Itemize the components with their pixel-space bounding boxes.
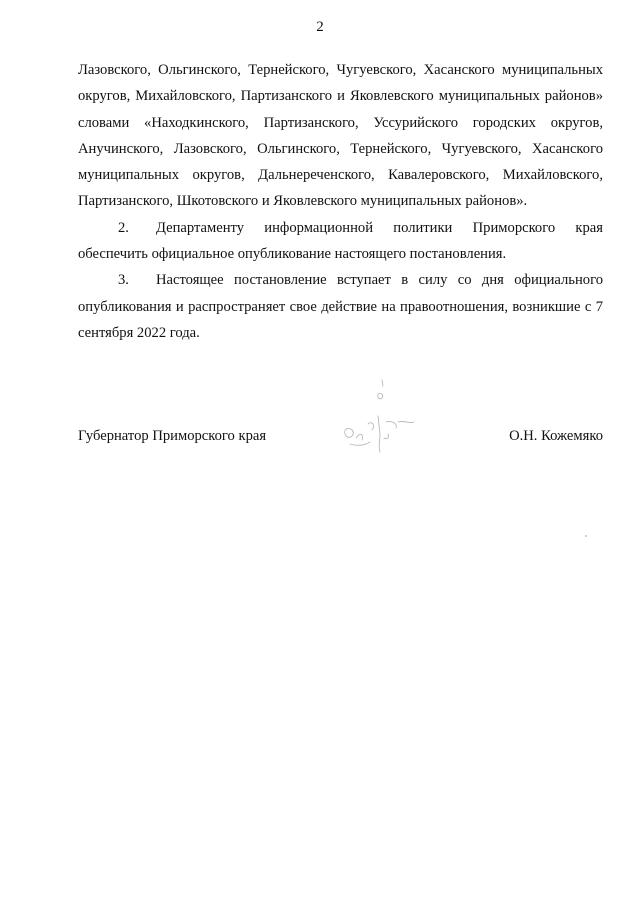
item-2-paragraph [78,215,603,268]
item-3-number: 3. [118,272,129,289]
signature-block [78,424,603,448]
item-2-number: 2. [118,219,129,236]
item-3-text: Настоящее постановление вступает в силу со дня официального опубликования и распространяет свое действие на правоотношения, возникшие с 7 сентября 2022 года. [78,272,603,341]
document-body [78,57,603,346]
signatory-title: Губернатор Приморского края [78,428,267,444]
continuation-paragraph: Лазовского, Ольгинского, Тернейского, Чугуевского, Хасанского муниципальных округов, Михайловского, Партизанского и Яковлевского муниципальных районов» словами «Находкинского, Партизанского, Уссурийского городских округов, Анучинского, Лазовского, Ольгинского, Тернейского, Чугуевского, Хасанского муниципальных округов, Дальнереченского, Кавалеровского, Михайловского, Партизанского, Шкотовского и Яковлевского муниципальных районов». [78,62,603,210]
scan-speck [585,535,587,537]
signatory-name: О.Н. Кожемяко [509,428,603,444]
page-number: 2 [316,19,324,35]
item-2-text: Департаменту информационной политики Приморского края обеспечить официальное опубликование настоящего постановления. [78,219,603,263]
item-3-paragraph [78,267,603,346]
